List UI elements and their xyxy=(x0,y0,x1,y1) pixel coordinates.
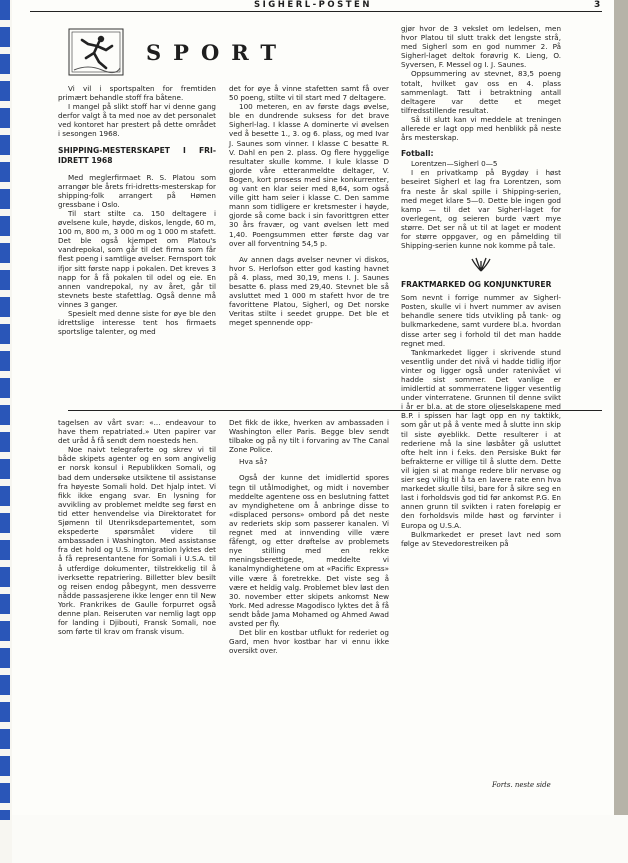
binder-edge xyxy=(0,0,10,820)
article-heading: FRAKTMARKED OG KONJUNKTURER xyxy=(401,280,552,290)
match-result: Lorentzen—Sigherl 0—5 xyxy=(411,159,498,169)
article-paragraph: Av annen dags øvelser nevner vi diskos, hvor S. Herlofson etter god kasting havnet på 4. plass, med 30,19, mens I. J. Saunes besatte 6. plass med 29,40. Stevnet ble så avsluttet med 1 000 m stafett hvor de tre favorittene Platou, Sigherl, og Det norske Veritas stilte i seedet gruppe. Det ble et meget spennende opp- xyxy=(229,254,389,328)
article-paragraph: Også der kunne det imidlertid spores tegn til utålmodighet, og midt i november meddelte agentene oss en beslutning fattet av myndighetene om å anbringe disse to «displaced persons» ombord på det neste av rederiets skip som passerer kanalen. Vi regnet med at innvending ville være fåfengt, og etter drøftelse av problemets nye stilling med en rekke meningsberettigede, meddelte vi kanalmyndighetene om at «Pacific Express» ville være å foretrekke. Det viste seg å være et heldig valg. Problemet blev løst den 30. november etter skipets ankomst New York. Med adresse Magodisco lyktes det å få sendt både Jama Mohamed og Ahmed Awad avsted per fly. xyxy=(229,473,389,628)
section-title: SPORT xyxy=(146,40,288,65)
continued-note: Forts. neste side xyxy=(492,781,551,789)
column-3 xyxy=(401,24,561,548)
column-1 xyxy=(58,84,216,336)
article-paragraph: Oppsummering av stevnet, 83,5 poeng totalt, hvilket gav oss en 4. plass sammenlagt. Tatt i betraktning antall deltagere var dette et meget tilfredsstillende resultat. xyxy=(401,69,561,115)
article-paragraph: Med meglerfirmaet R. S. Platou som arrangør ble årets fri-idretts-mesterskap for shipping-folk arrangert på Hømen gressbane i Oslo. xyxy=(58,172,216,209)
page-shadow xyxy=(614,0,628,815)
article-heading: SHIPPING-MESTERSKAPET I FRI-IDRETT 1968 xyxy=(58,145,216,165)
column-2 xyxy=(229,84,389,327)
article-paragraph: Som nevnt i forrige nummer av Sigherl-Posten, skulle vi i hvert nummer av avisen behandle senere tids utvikling på tank- og bulkmarkedene, samt vurdere bl.a. hvordan disse arter seg i forhold til det man hadde regnet med. xyxy=(401,293,561,348)
football-heading: Fotball: xyxy=(401,149,434,159)
article-paragraph: Hva så? xyxy=(239,457,268,467)
article-paragraph: Til start stilte ca. 150 deltagere i øvelsene kule, høyde, diskos, lengde, 60 m, 100 m, 800 m, 3 000 m og 1 000 m stafett. Det ble også kjempet om Platou's vandrepokal, som går til det firma som får flest poeng i samtlige øvelser. Fernsport tok ifjor sitt første napp i pokalen. Det kreves 3 napp for å få pokalen til odel og eie. En annen vandrepokal, ny av året, går til stevnets beste stafettlag. Også denne må vinnes 3 ganger. xyxy=(58,208,216,309)
column-5 xyxy=(229,418,389,655)
page-margin xyxy=(12,815,628,863)
article-paragraph: I en privatkamp på Bygdøy i høst beseiret Sigherl et lag fra Lorentzen, som fra neste år skal spille i Shipping-serien, med meget klare 5—0. Dette ble ingen god kamp — til det var Sigherl-laget for overlegent, og seieren burde vært mye større. Det ser nå ut til at laget er modent for større oppgaver, og en påmelding til Shipping-serien kunne nok komme på tale. xyxy=(401,168,561,251)
article-paragraph: 100 meteren, en av første dags øvelse, ble en dundrende suksess for det brave Sigherl-lag. I klasse A dominerte vi øvelsen ved å besette 1., 3. og 6. plass, og med Ivar J. Saunes som vinner. I klasse C besatte R. V. Dahl en pen 2. plass. Og flere hyggelige resultater skulle komme. I kule klasse D gjorde våre etteranmeldte deltager, V. Bogen, kort prosess med sine konkurrenter, og vant en klar seier med 8,64, som også ville gitt ham seier i klasse C. Den samme mann som tidligere er kretsmester i høyde, gjorde så come back i sin favorittgren etter 30 års fravær, og vant øvelsen lett med 1,40. Poengsummen etter første dag var over all forventning 54,5 p. xyxy=(229,102,389,248)
article-paragraph: Noe naivt telegraferte og skrev vi til både skipets agenter og en som angivelig er norsk konsul i Republikken Somali, og bad dem undersøke utsiktene til assistanse fra høyeste Somali hold. Det hjalp intet. Vi fikk ikke engang svar. En lysning for avvikling av problemet meldte seg først en tid etter henvendelse via Direktoratet for Sjømenn til Utenriksdepartementet, som ekspederte spørsmålet videre til ambassaden i Washington. Med assistanse fra det hold og U.S. Immigration lyktes det å få representantene for Somali i U.S.A. til å utferdige dokumenter, tilstrekkelig til å iverksette repatriering. Billetter blev besilt og reisen endog påbegynt, men dessverre nådde passasjerene ikke lenger enn til New York. Frankrikes de Gaulle forpurret også denne plan. Reiseruten var nemlig lagt opp for landing i Djibouti, Fransk Somali, noe som førte til krav om fransk visum. xyxy=(58,445,216,637)
article-paragraph: Det blir en kostbar utflukt for rederiet og Gard, men hvor kostbar har vi ennu ikke oversikt over. xyxy=(229,628,389,656)
article-paragraph: Bulkmarkedet er preset lavt ned som følge av Stevedorestreiken på xyxy=(401,529,561,548)
article-paragraph: Spesielt med denne siste for øye ble den idrettslige interesse tent hos firmaets sportslige talenter, og med xyxy=(58,308,216,337)
page-number: 3 xyxy=(594,0,601,10)
column-4 xyxy=(58,418,216,636)
article-paragraph: Tankmarkedet ligger i skrivende stund vesentlig under det nivå vi hadde tidlig ifjor vinter og ligger også under ratenivået vi hadde sist sommer. Det vanlige er imidlertid at sommerratene ligger vesentlig under vinterratene. Grunnen til denne svikt i år er bl.a. at de store oljeselskapene med B.P. i spissen har lagt opp en ny taktikk, som går ut på å vente med å slutte inn skip til siste øyeblikk. Dette resulterer i at rederiene må la sine løsbåter gå usluttet ofte helt inn i f.eks. den Persiske Bukt før befrakterne er villige til å slutte dem. Dette vil igjen si at mange redere blir nervøse og sier seg villig til å ta en lavere rate enn hva markedet skulle tilsi, bare for å sikre seg en last i forholdsvis god tid før ankomst P.G. En annen grunn til svikten i raten foreløpig er den forholdsvis milde høst og førvinter i Europa og U.S.A. xyxy=(401,347,561,530)
article-paragraph: Det fikk de ikke, hverken av ambassaden i Washington eller Paris. Begge blev sendt tilbake og på ny tilt i forvaring av The Canal Zone Police. xyxy=(229,418,389,455)
runner-logo-icon xyxy=(68,28,124,76)
newsletter-page xyxy=(12,0,614,815)
running-head: SIGHERL-POSTEN xyxy=(254,0,372,10)
ornament-icon xyxy=(470,256,492,272)
intro-paragraph: Vi vil i sportspalten for fremtiden primært behandle stoff fra båtene. xyxy=(58,84,216,103)
article-paragraph: Så til slutt kan vi meddele at treningen allerede er lagt opp med henblikk på neste års mesterskap. xyxy=(401,114,561,143)
article-paragraph: gjør hvor de 3 vekslet om ledelsen, men hvor Platou til slutt trakk det lengste strå, med Sigherl som en god nummer 2. På Sigherl-laget deltok forøvrig K. Lieng, O. Syversen, F. Messel og I. J. Saunes. xyxy=(401,24,561,70)
article-paragraph: tagelsen av vårt svar: «... endeavour to have them repatriated.» Uten papirer var det uråd å få sendt dem noesteds hen. xyxy=(58,418,216,446)
section-divider xyxy=(68,410,602,411)
article-paragraph: det for øye å vinne stafetten samt få over 50 poeng, stilte vi til start med 7 deltagere. xyxy=(229,84,389,103)
intro-paragraph: I mangel på slikt stoff har vi denne gang derfor valgt å ta med noe av det personalet ved kontoret har prestert på dette området i sesongen 1968. xyxy=(58,102,216,139)
header-rule xyxy=(30,11,602,12)
